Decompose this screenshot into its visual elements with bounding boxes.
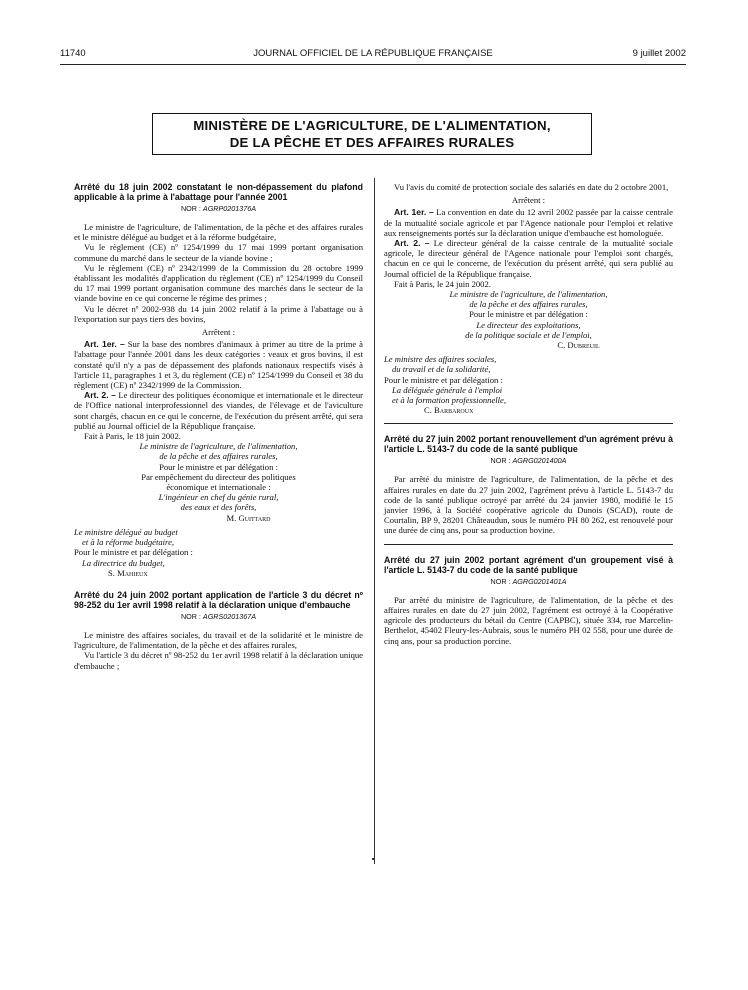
arrete-4-nor: NOR : AGRG0201401A [490, 576, 567, 586]
arrete-1-p1: Le ministre de l'agriculture, de l'alimentation, de la pêche et des affaires rurales et le ministre délégué au budget et à la réforme budgétaire, [74, 222, 363, 243]
arrete-3 [384, 434, 673, 535]
page-number: 11740 [60, 48, 86, 59]
arrete-4-p1: Par arrêté du ministre de l'agriculture, de l'alimentation, de la pêche et des affaires rurales en date du 27 juin 2002, l'agrément est octroyé à la Coopérative agricole des producteurs du bétail du Centre (CAPBC), située 334, rue Marcelin-Berthelot, 45402 Fleury-les-Aubrais, sous le numéro PH 02 558, pour une durée de cinq ans, pour sa production porcine. [384, 594, 673, 646]
arrete-1-fait: Fait à Paris, le 18 juin 2002. [84, 431, 181, 442]
arrete-2-p3: Vu l'avis du comité de protection sociale des salariés en date du 2 octobre 2001, [394, 182, 669, 192]
arrete-1-signature-2: Le ministre délégué au budget et à la réforme budgétaire, Pour le ministre et par délégation : La directrice du budget, S. Mahieux [74, 526, 193, 578]
column-divider [374, 178, 375, 864]
left-column [74, 182, 363, 671]
arrete-1-art1: Art. 1er. – Sur la base des nombres d'animaux à primer au titre de la prime à l'abattage pour l'année 2001 dans les deux catégories : veaux et gros bovins, il est constaté qu'il n'y a pas de dépassement des plafonds nationaux respectifs visés à l'article 11, paragraphes 1 et 3, du règlement (CE) nº 1254/1999 du Conseil et 38 du règlement (CE) nº 2342/1999 de la Commission. [74, 339, 363, 391]
header-rule [60, 64, 686, 65]
arrete-4-title: Arrêté du 27 juin 2002 portant agrément d'un groupement visé à l'article L. 5143-7 du code de la santé publique [384, 554, 673, 575]
arrete-1-art2: Art. 2. – Le directeur des politiques économique et internationale et le directeur de l'Office national interprofessionnel des viandes, de l'élevage et de l'aviculture sont chargés, chacun en ce qui le concerne, de l'exécution du présent arrêté, qui sera publié au Journal officiel de la République française. [74, 390, 363, 431]
arrete-1-arretent: Arrêtent : [201, 327, 236, 338]
arrete-1-nor: NOR : AGRP0201376A [180, 204, 257, 213]
right-column [384, 182, 673, 646]
ministry-line-1: MINISTÈRE DE L'AGRICULTURE, DE L'ALIMENTATION, [193, 118, 551, 133]
arrete-3-title: Arrêté du 27 juin 2002 portant renouvellement d'un agrément prévu à l'article L. 5143-7 du code de la santé publique [384, 434, 673, 455]
arrete-3-nor: NOR : AGRG0201400A [490, 456, 567, 466]
section-separator [384, 423, 673, 424]
ministry-line-2: DE LA PÊCHE ET DES AFFAIRES RURALES [229, 135, 515, 150]
arrete-1 [74, 182, 363, 578]
arrete-2-signature-1: Le ministre de l'agriculture, de l'alimentation, de la pêche et des affaires rurales, Pour le ministre et par délégation : Le directeur des exploitations, de la politique sociale et de l'emploi, C. Dubreuil [449, 289, 608, 351]
page-mark [372, 858, 375, 860]
arrete-2-art2: Art. 2. – Le directeur général de la caisse centrale de la mutualité sociale agricole, le directeur général de l'Agence nationale pour l'emploi sont chargés, chacun en ce qui le concerne, de l'exécution du présent arrêté, qui sera publié au Journal officiel de la République française. [384, 238, 673, 279]
arrete-4 [384, 555, 673, 646]
arrete-2-p2: Vu l'article 3 du décret nº 98-252 du 1er avril 1998 relatif à la déclaration unique d'embauche ; [74, 650, 363, 671]
arrete-1-p2: Vu le règlement (CE) nº 1254/1999 du 17 mai 1999 portant organisation commune du marché dans le secteur de la viande bovine ; [74, 242, 363, 263]
issue-date: 9 juillet 2002 [632, 48, 686, 59]
arrete-2-arretent: Arrêtent : [511, 195, 546, 206]
arrete-2-fait: Fait à Paris, le 24 juin 2002. [394, 278, 491, 289]
arrete-2-art1: Art. 1er. – La convention en date du 12 avril 2002 passée par la caisse centrale de la mutualité sociale agricole et par l'Agence nationale pour l'emploi et relative aux renseignements portés sur la déclaration unique d'embauche est homologuée. [384, 207, 673, 238]
arrete-2 [74, 590, 363, 671]
arrete-1-signature-1: Le ministre de l'agriculture, de l'alimentation, de la pêche et des affaires rurales, Pour le ministre et par délégation : Par empêchement du directeur des politiques économique et internationale : L'ingénieur en chef du génie rural, des eaux et des forêts, M. Guittard [139, 441, 298, 523]
journal-title: JOURNAL OFFICIEL DE LA RÉPUBLIQUE FRANÇAISE [253, 48, 493, 59]
page-header [60, 48, 686, 62]
arrete-2-p1: Le ministre des affaires sociales, du travail et de la solidarité et le ministre de l'agriculture, de l'alimentation, de la pêche et des affaires rurales, [74, 629, 363, 651]
arrete-2-signature-2: Le ministre des affaires sociales, du travail et de la solidarité, Pour le ministre et par délégation : La déléguée générale à l'emploi et à la formation professionnelle, C. Barbaroux [384, 354, 507, 416]
arrete-1-p3: Vu le règlement (CE) nº 2342/1999 de la Commission du 28 octobre 1999 établissant les modalités d'application du règlement (CE) nº 1254/1999 du Conseil du 17 mai 1999 portant organisation commune des marchés dans le secteur de la viande bovine en ce qui concerne le régime des primes ; [74, 262, 363, 304]
arrete-2-title: Arrêté du 24 juin 2002 portant application de l'article 3 du décret nº 98-252 du 1er avril 1998 relatif à la déclaration unique d'embauche [74, 589, 363, 610]
ministry-heading [152, 113, 592, 155]
section-separator-2 [384, 544, 673, 545]
arrete-3-p1: Par arrêté du ministre de l'agriculture, de l'alimentation, de la pêche et des affaires rurales en date du 27 juin 2002, l'agrément prévu à l'article L. 5143-7 du code de la santé publique octroyé par arrêté du 24 janvier 1980, modifié le 15 janvier 1996, à la Société coopérative agricole du Dunois (SCAD), route de Courtalin, BP 9, 28201 Châteaudun, sous le numéro PH 80 262, est renouvelé pour une durée de cinq ans, pour sa production bovine. [384, 474, 673, 536]
arrete-1-title: Arrêté du 18 juin 2002 constatant le non-dépassement du plafond applicable à la prime à l'abattage pour l'année 2001 [74, 182, 363, 202]
arrete-1-p4: Vu le décret nº 2002-938 du 14 juin 2002 relatif à la prime à l'abattage ou à l'exportation sur pays tiers des bovins, [74, 303, 363, 324]
arrete-2-nor: NOR : AGRS0201367A [180, 611, 257, 621]
